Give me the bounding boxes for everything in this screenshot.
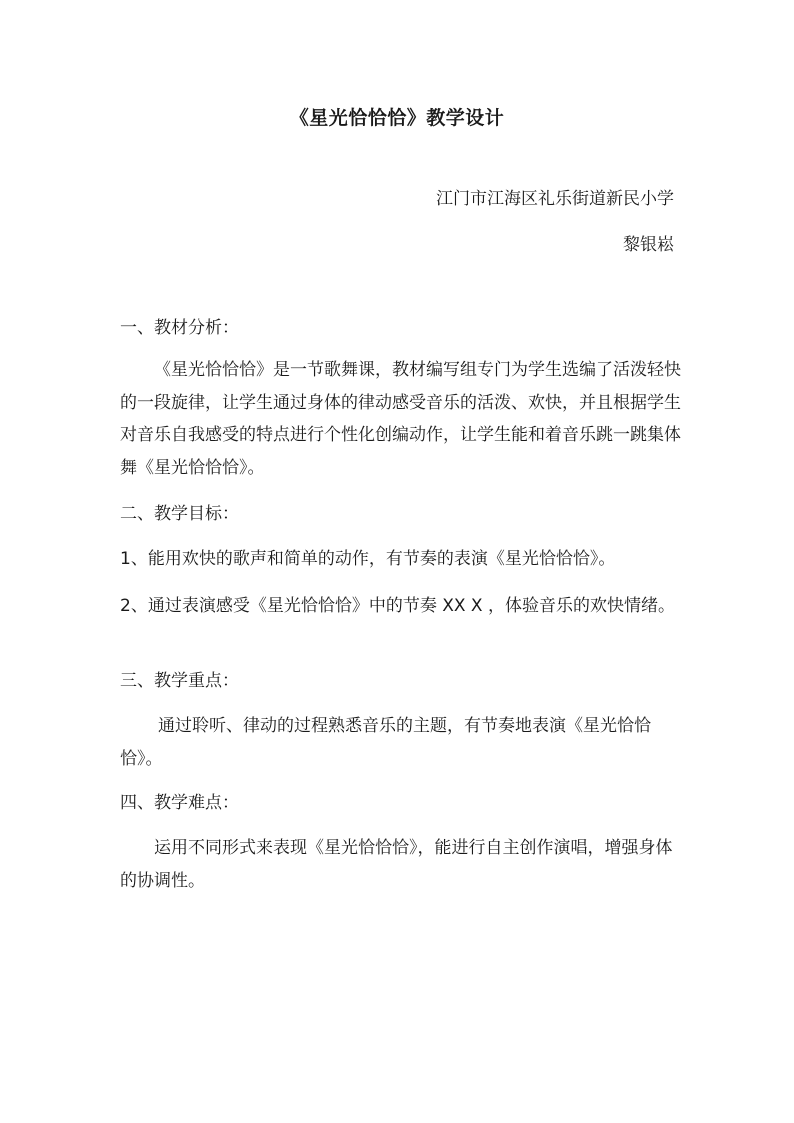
author-name: 黎银崧 bbox=[623, 235, 674, 255]
school-name: 江门市江海区礼乐街道新民小学 bbox=[436, 189, 674, 209]
section-paragraph-analysis: 《星光恰恰恰》是一节歌舞课，教材编写组专门为学生选编了活泼轻快的一段旋律，让学生通过身体的律动感受音乐的活泼、欢快，并且根据学生对音乐自我感受的特点进行个性化创编动作，让学生能和着音乐跳一跳集体舞《星光恰恰恰》。 bbox=[120, 360, 681, 478]
section-heading-difficulties: 四、教学难点： bbox=[120, 793, 239, 813]
document-title: 《星光恰恰恰》教学设计 bbox=[289, 107, 505, 129]
section-paragraph-keypoints: 通过聆听、律动的过程熟悉音乐的主题，有节奏地表演《星光恰恰恰》。 bbox=[120, 716, 651, 769]
section-heading-goals: 二、教学目标： bbox=[120, 504, 239, 524]
goal-item-2: 2、通过表演感受《星光恰恰恰》中的节奏 XX X ，体验音乐的欢快情绪。 bbox=[120, 596, 675, 616]
section-heading-analysis: 一、教材分析： bbox=[120, 318, 239, 338]
goal-item-1: 1、能用欢快的歌声和简单的动作，有节奏的表演《星光恰恰恰》。 bbox=[120, 549, 616, 569]
section-heading-keypoints: 三、教学重点： bbox=[120, 671, 239, 691]
section-paragraph-difficulties: 运用不同形式来表现《星光恰恰恰》，能进行自主创作演唱，增强身体的协调性。 bbox=[120, 838, 673, 891]
